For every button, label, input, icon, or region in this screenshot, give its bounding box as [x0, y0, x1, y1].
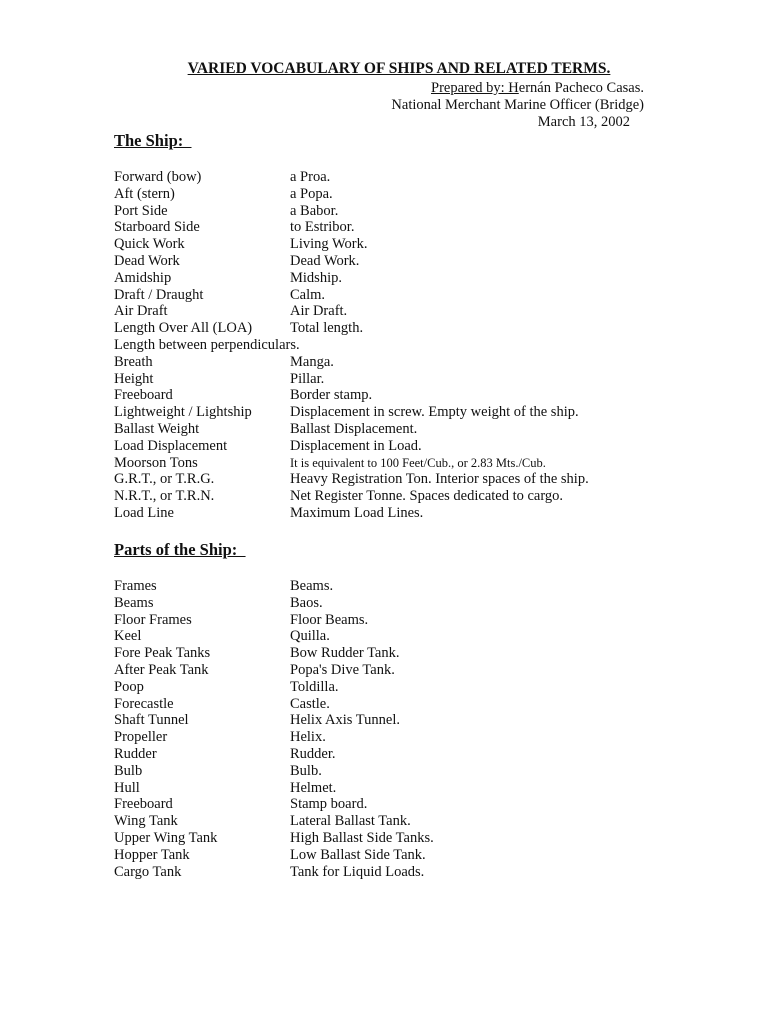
- vocabulary-term: Fore Peak Tanks: [114, 645, 211, 662]
- vocabulary-definition: Rudder.: [290, 745, 336, 762]
- vocabulary-term: Beams: [114, 594, 154, 611]
- vocabulary-row: [114, 662, 674, 679]
- vocabulary-definition: Helix Axis Tunnel.: [290, 712, 400, 729]
- vocabulary-definition: a Proa.: [290, 169, 331, 185]
- vocabulary-row: [114, 253, 674, 270]
- vocabulary-row: [114, 371, 674, 388]
- vocabulary-definition: Air Draft.: [290, 303, 348, 320]
- vocabulary-row: [114, 455, 674, 472]
- vocabulary-definition: Maximum Load Lines.: [290, 504, 424, 521]
- vocabulary-term: Poop: [114, 678, 144, 695]
- vocabulary-definition: Low Ballast Side Tank.: [290, 846, 426, 863]
- section-title-the-ship: The Ship:: [114, 131, 192, 150]
- vocabulary-term: Bulb: [114, 762, 143, 779]
- vocabulary-definition: a Babor.: [290, 202, 339, 219]
- vocabulary-row: [114, 505, 674, 522]
- vocabulary-row: [114, 169, 674, 186]
- vocabulary-row: [114, 780, 674, 797]
- vocabulary-row: [114, 864, 674, 881]
- vocabulary-definition: Stamp board.: [290, 796, 368, 813]
- document-title: VARIED VOCABULARY OF SHIPS AND RELATED TERMS.: [187, 60, 611, 77]
- vocabulary-row: [114, 186, 674, 203]
- vocabulary-row: [114, 813, 674, 830]
- vocabulary-row: [114, 628, 674, 645]
- vocabulary-row: [114, 746, 674, 763]
- vocabulary-term: Air Draft: [114, 303, 168, 320]
- vocabulary-term: Hull: [114, 779, 140, 796]
- vocabulary-term: Wing Tank: [114, 813, 178, 830]
- vocabulary-row: [114, 679, 674, 696]
- vocabulary-definition: Dead Work.: [290, 252, 360, 269]
- vocabulary-term: G.R.T., or T.R.G.: [114, 471, 215, 488]
- vocabulary-row: [114, 421, 674, 438]
- vocabulary-row: [114, 270, 674, 287]
- vocabulary-row: [114, 645, 674, 662]
- vocabulary-term: Length between perpendiculars.: [114, 336, 300, 353]
- vocabulary-term: Rudder: [114, 745, 157, 762]
- vocabulary-term: Upper Wing Tank: [114, 829, 218, 846]
- vocabulary-definition: to Estribor.: [290, 219, 355, 236]
- vocabulary-definition: Net Register Tonne. Spaces dedicated to cargo.: [290, 488, 564, 505]
- document-date: March 13, 2002: [537, 114, 630, 130]
- vocabulary-row: [114, 595, 674, 612]
- vocabulary-term: Height: [114, 370, 154, 387]
- vocabulary-definition: Helmet.: [290, 779, 337, 796]
- vocabulary-term: Starboard Side: [114, 219, 200, 236]
- vocabulary-term: Keel: [114, 628, 142, 645]
- vocabulary-definition: Manga.: [290, 353, 334, 370]
- vocabulary-row: [114, 404, 674, 421]
- vocabulary-definition: Heavy Registration Ton. Interior spaces of the ship.: [290, 471, 589, 488]
- vocabulary-row: [114, 578, 674, 595]
- vocabulary-list-parts-of-the-ship: [114, 578, 674, 880]
- vocabulary-row: [114, 337, 674, 354]
- author-position: National Merchant Marine Officer (Bridge): [391, 97, 644, 113]
- vocabulary-row: [114, 612, 674, 629]
- vocabulary-term: Port Side: [114, 202, 168, 219]
- vocabulary-definition: Floor Beams.: [290, 611, 369, 628]
- vocabulary-row: [114, 796, 674, 813]
- vocabulary-row: [114, 763, 674, 780]
- vocabulary-term: Forecastle: [114, 695, 174, 712]
- vocabulary-row: [114, 387, 674, 404]
- vocabulary-term: Cargo Tank: [114, 863, 182, 880]
- vocabulary-row: [114, 219, 674, 236]
- vocabulary-definition: Ballast Displacement.: [290, 420, 418, 437]
- vocabulary-row: [114, 471, 674, 488]
- vocabulary-term: Frames: [114, 578, 157, 594]
- author-name: ernán Pacheco Casas.: [518, 80, 644, 96]
- vocabulary-definition: Bow Rudder Tank.: [290, 645, 400, 662]
- vocabulary-row: [114, 203, 674, 220]
- vocabulary-row: [114, 830, 674, 847]
- vocabulary-definition: Displacement in Load.: [290, 437, 422, 454]
- vocabulary-term: Length Over All (LOA): [114, 320, 253, 337]
- vocabulary-term: Draft / Draught: [114, 286, 204, 303]
- vocabulary-definition: Calm.: [290, 286, 326, 303]
- vocabulary-term: Moorson Tons: [114, 454, 198, 471]
- vocabulary-term: Load Line: [114, 504, 174, 521]
- vocabulary-definition: It is equivalent to 100 Feet/Cub., or 2.83 Mts./Cub.: [290, 455, 546, 470]
- vocabulary-term: Hopper Tank: [114, 846, 190, 863]
- vocabulary-definition: Displacement in screw. Empty weight of the ship.: [290, 404, 579, 421]
- vocabulary-term: Propeller: [114, 729, 168, 746]
- vocabulary-definition: Living Work.: [290, 236, 368, 253]
- vocabulary-definition: Border stamp.: [290, 387, 373, 404]
- vocabulary-term: Load Displacement: [114, 437, 228, 454]
- vocabulary-definition: Quilla.: [290, 628, 330, 645]
- vocabulary-definition: Toldilla.: [290, 678, 339, 695]
- vocabulary-term: Ballast Weight: [114, 420, 200, 437]
- vocabulary-term: Shaft Tunnel: [114, 712, 189, 729]
- vocabulary-term: Dead Work: [114, 252, 180, 269]
- vocabulary-term: Lightweight / Lightship: [114, 404, 252, 421]
- section-title-parts-of-the-ship: Parts of the Ship:: [114, 540, 246, 559]
- vocabulary-definition: Lateral Ballast Tank.: [290, 813, 411, 830]
- vocabulary-term: After Peak Tank: [114, 661, 209, 678]
- vocabulary-definition: High Ballast Side Tanks.: [290, 829, 434, 846]
- vocabulary-definition: Midship.: [290, 269, 342, 286]
- vocabulary-definition: Baos.: [290, 594, 323, 611]
- vocabulary-row: [114, 847, 674, 864]
- vocabulary-row: [114, 236, 674, 253]
- vocabulary-definition: Castle.: [290, 695, 330, 712]
- vocabulary-row: [114, 488, 674, 505]
- vocabulary-term: Freeboard: [114, 387, 173, 404]
- vocabulary-row: [114, 287, 674, 304]
- vocabulary-definition: Pillar.: [290, 370, 325, 387]
- vocabulary-row: [114, 696, 674, 713]
- vocabulary-definition: Tank for Liquid Loads.: [290, 863, 425, 880]
- vocabulary-definition: Popa's Dive Tank.: [290, 661, 395, 678]
- vocabulary-term: N.R.T., or T.R.N.: [114, 488, 215, 505]
- vocabulary-definition: Beams.: [290, 578, 334, 594]
- vocabulary-row: [114, 303, 674, 320]
- vocabulary-definition: Bulb.: [290, 762, 322, 779]
- vocabulary-definition: Helix.: [290, 729, 326, 746]
- vocabulary-term: Quick Work: [114, 236, 185, 253]
- vocabulary-term: Aft (stern): [114, 185, 175, 202]
- vocabulary-term: Forward (bow): [114, 169, 202, 185]
- vocabulary-term: Amidship: [114, 269, 172, 286]
- vocabulary-definition: a Popa.: [290, 185, 333, 202]
- vocabulary-row: [114, 438, 674, 455]
- vocabulary-row: [114, 712, 674, 729]
- vocabulary-term: Breath: [114, 353, 153, 370]
- vocabulary-list-the-ship: [114, 169, 674, 522]
- prepared-by-label: Prepared by: H: [431, 80, 519, 96]
- vocabulary-term: Freeboard: [114, 796, 173, 813]
- vocabulary-row: [114, 320, 674, 337]
- vocabulary-term: Floor Frames: [114, 611, 192, 628]
- vocabulary-row: [114, 729, 674, 746]
- vocabulary-row: [114, 354, 674, 371]
- prepared-by: [431, 80, 644, 97]
- vocabulary-definition: Total length.: [290, 320, 364, 337]
